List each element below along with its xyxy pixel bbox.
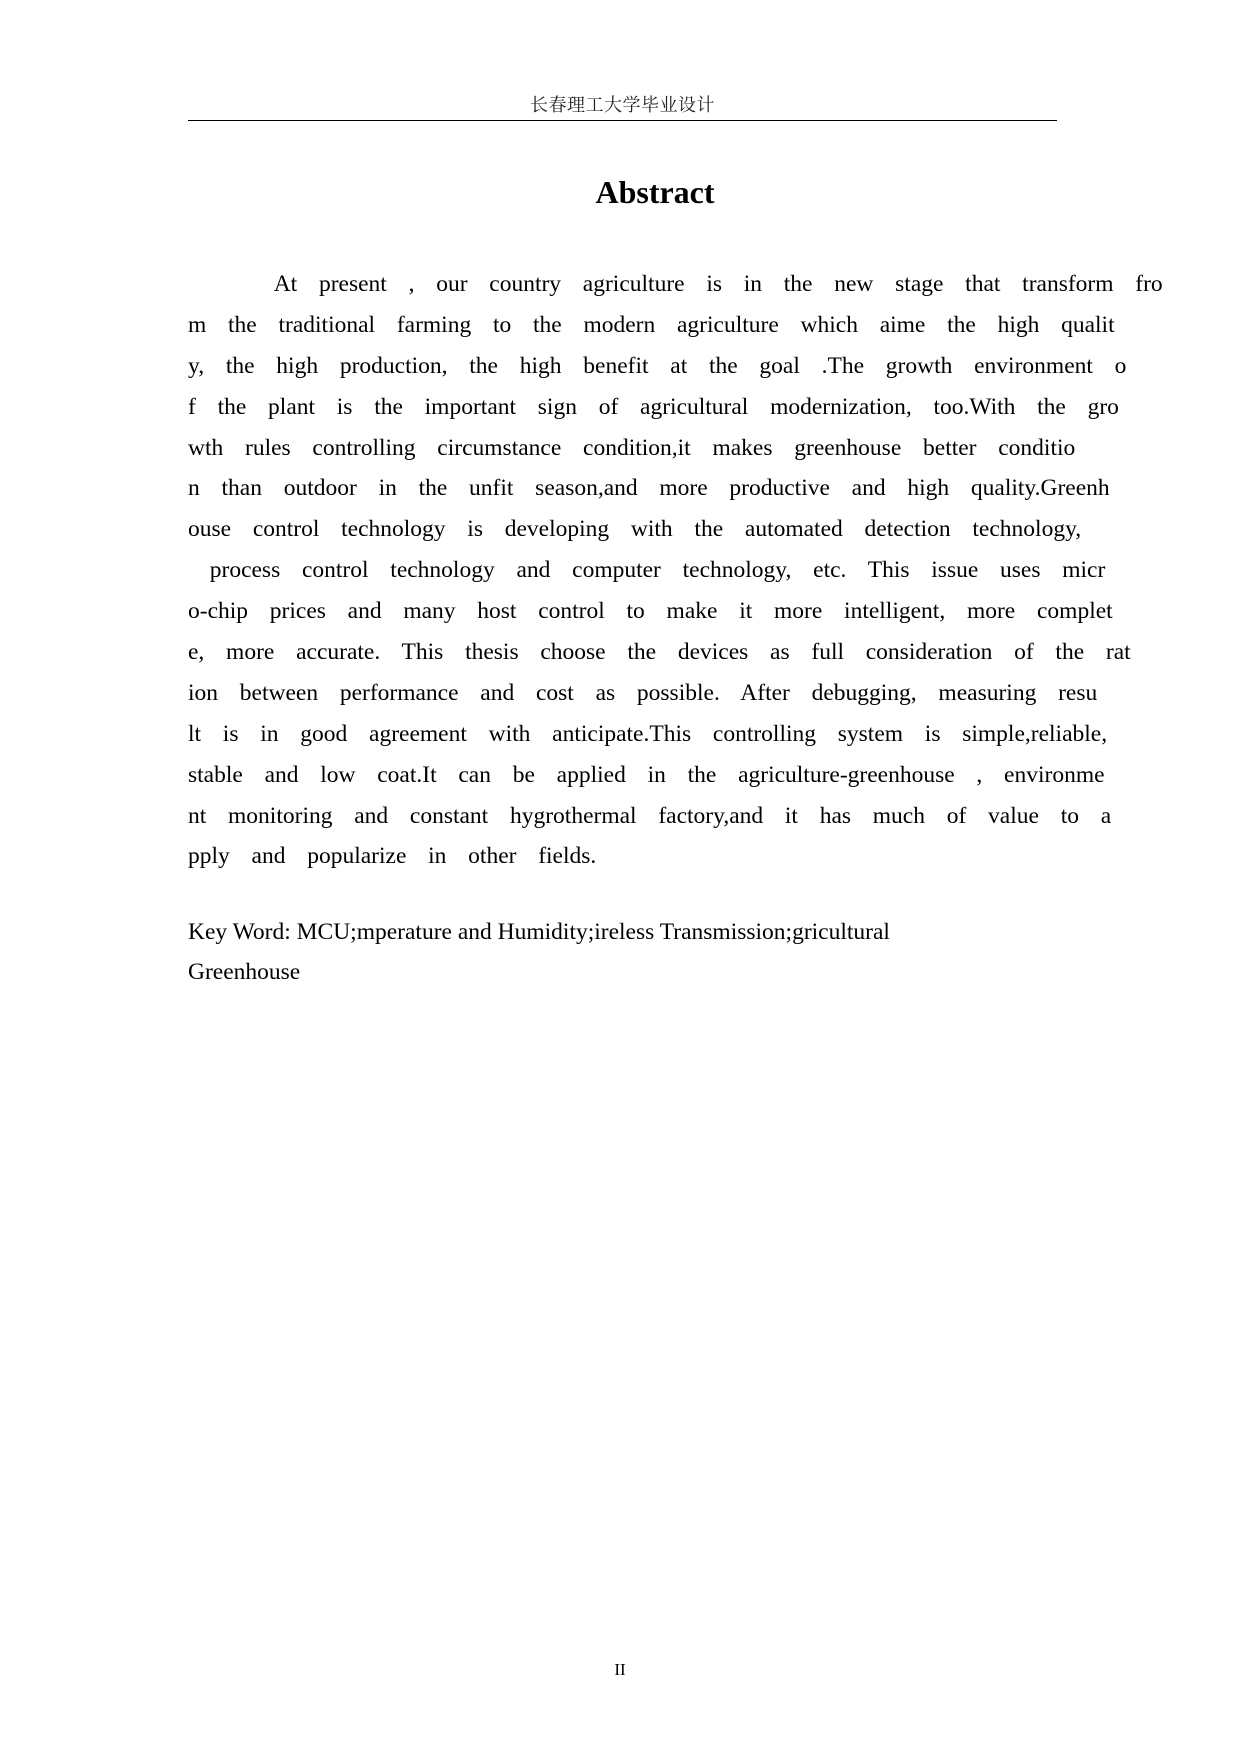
- abstract-line: stable and low coat.It can be applied in the agriculture-greenhouse , environme: [188, 761, 1105, 788]
- abstract-line: n than outdoor in the unfit season,and more productive and high quality.Greenh: [188, 475, 1110, 502]
- keywords-line-2: Greenhouse: [188, 959, 301, 985]
- abstract-line: At present , our country agriculture is in the new stage that transform fro: [188, 271, 1163, 297]
- abstract-line: o-chip prices and many host control to make it more intelligent, more complet: [188, 598, 1113, 625]
- page-header: [188, 96, 1057, 121]
- abstract-body: [188, 264, 1163, 877]
- abstract-line: lt is in good agreement with anticipate.This controlling system is simple,reliable,: [188, 720, 1108, 747]
- page-number: II: [614, 1660, 626, 1679]
- abstract-line: e, more accurate. This thesis choose the devices as full consideration of the rat: [188, 639, 1131, 666]
- abstract-line: pply and popularize in other fields.: [188, 843, 597, 870]
- abstract-line: f the plant is the important sign of agricultural modernization, too.With the gro: [188, 393, 1119, 420]
- header-text: 长春理工大学毕业设计: [530, 95, 715, 116]
- abstract-line: wth rules controlling circumstance condition,it makes greenhouse better conditio: [188, 434, 1076, 461]
- keywords-block: [188, 912, 1068, 992]
- abstract-line: nt monitoring and constant hygrothermal factory,and it has much of value to a: [188, 802, 1112, 829]
- abstract-line: process control technology and computer technology, etc. This issue uses micr: [188, 557, 1106, 584]
- abstract-line: ion between performance and cost as possible. After debugging, measuring resu: [188, 679, 1098, 706]
- abstract-line: m the traditional farming to the modern agriculture which aime the high qualit: [188, 311, 1115, 338]
- abstract-line: ouse control technology is developing with the automated detection technology,: [188, 516, 1082, 543]
- abstract-title: Abstract: [595, 174, 715, 210]
- abstract-line: y, the high production, the high benefit at the goal .The growth environment o: [188, 352, 1127, 379]
- keywords-line-1: Key Word: MCU;mperature and Humidity;ireless Transmission;gricultural: [188, 919, 890, 945]
